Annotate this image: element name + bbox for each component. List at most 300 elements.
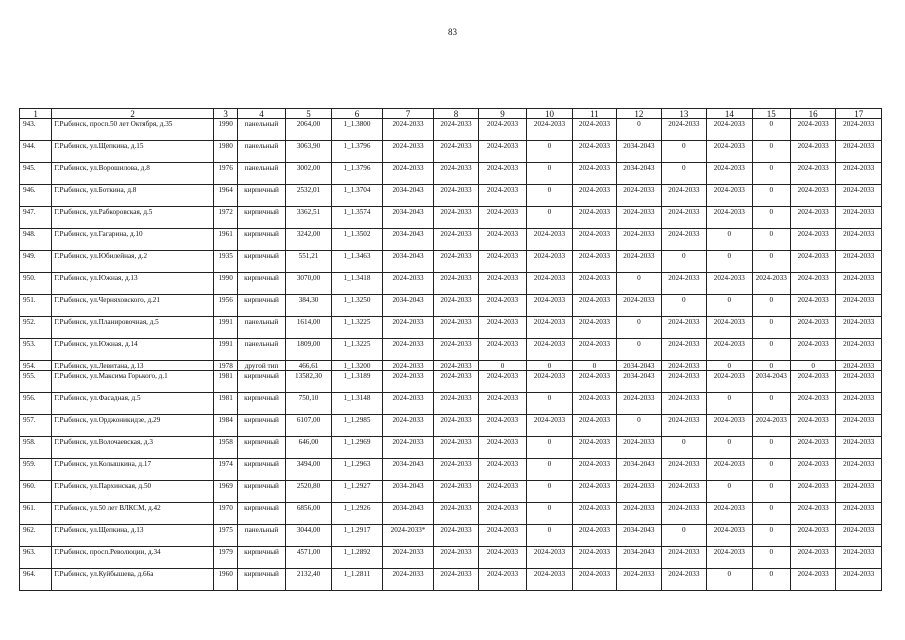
table-cell: 2024-2033 bbox=[382, 437, 434, 459]
table-cell: 1_1.3225 bbox=[332, 339, 383, 361]
table-cell: 3044,00 bbox=[285, 525, 331, 547]
table-cell: 2024-2033 bbox=[836, 163, 882, 185]
table-cell: 2024-2033 bbox=[478, 525, 527, 547]
column-header: 4 bbox=[238, 109, 285, 119]
address-cell: Г.Рыбинск, ул.Черняховского, д.21 bbox=[52, 295, 214, 317]
table-cell: 2024-2033 bbox=[382, 415, 434, 437]
table-cell: 2024-2033 bbox=[790, 547, 835, 569]
table-cell: 2024-2033 bbox=[836, 547, 882, 569]
table-row bbox=[20, 361, 882, 371]
table-row bbox=[20, 415, 882, 437]
table-cell: 2024-2033 bbox=[617, 207, 661, 229]
column-header: 6 bbox=[332, 109, 383, 119]
table-cell: 2024-2033 bbox=[707, 371, 752, 393]
table-cell: 2024-2033 bbox=[478, 141, 527, 163]
table-cell: 2024-2033 bbox=[617, 251, 661, 273]
table-cell: 2024-2033 bbox=[382, 371, 434, 393]
table-cell: 2024-2033 bbox=[836, 185, 882, 207]
address-cell: Г.Рыбинск, ул.Левитана, д.13 bbox=[52, 361, 214, 371]
table-row bbox=[20, 163, 882, 185]
table-cell: 2024-2033 bbox=[572, 317, 616, 339]
table-cell: 0 bbox=[752, 295, 790, 317]
table-cell: 3070,00 bbox=[285, 273, 331, 295]
table-cell: 2024-2033 bbox=[572, 481, 616, 503]
row-number-cell: 947. bbox=[20, 207, 52, 229]
table-cell: 1975 bbox=[214, 525, 238, 547]
table-cell: 2024-2033 bbox=[434, 185, 478, 207]
table-cell: 1980 bbox=[214, 141, 238, 163]
table-cell: кирпичный bbox=[238, 371, 285, 393]
table-cell: 1_1.2927 bbox=[332, 481, 383, 503]
table-cell: панельный bbox=[238, 119, 285, 141]
table-cell: 2024-2033 bbox=[382, 163, 434, 185]
table-cell: 1961 bbox=[214, 229, 238, 251]
table-row bbox=[20, 481, 882, 503]
table-row bbox=[20, 251, 882, 273]
table-cell: 1614,00 bbox=[285, 317, 331, 339]
table-cell: 2024-2033 bbox=[790, 481, 835, 503]
table-cell: 0 bbox=[790, 361, 835, 371]
table-cell: 2024-2033 bbox=[790, 207, 835, 229]
table-cell: 2034-2043 bbox=[617, 459, 661, 481]
table-cell: 2024-2033 bbox=[434, 459, 478, 481]
table-cell: 0 bbox=[527, 207, 572, 229]
table-cell: 2024-2033 bbox=[527, 371, 572, 393]
table-cell: 2024-2033 bbox=[707, 339, 752, 361]
table-cell: 2024-2033 bbox=[527, 229, 572, 251]
table-cell: 2034-2043 bbox=[382, 229, 434, 251]
table-cell: 2024-2033 bbox=[382, 119, 434, 141]
table-header-row bbox=[20, 109, 882, 119]
table-cell: 2024-2033 bbox=[382, 393, 434, 415]
table-cell: 1960 bbox=[214, 569, 238, 591]
table-cell: 2024-2033 bbox=[836, 415, 882, 437]
address-cell: Г.Рыбинск, ул.Фасадная, д.5 bbox=[52, 393, 214, 415]
address-cell: Г.Рыбинск, ул.Ворошилова, д.8 bbox=[52, 163, 214, 185]
table-cell: 1_1.3704 bbox=[332, 185, 383, 207]
row-number-cell: 954. bbox=[20, 361, 52, 371]
table-cell: 0 bbox=[752, 361, 790, 371]
table-cell: 2520,80 bbox=[285, 481, 331, 503]
table-cell: 1984 bbox=[214, 415, 238, 437]
row-number-cell: 945. bbox=[20, 163, 52, 185]
table-cell: 1_1.3418 bbox=[332, 273, 383, 295]
table-cell: 1976 bbox=[214, 163, 238, 185]
table-cell: 0 bbox=[752, 119, 790, 141]
table-cell: 466,61 bbox=[285, 361, 331, 371]
table-cell: 3494,00 bbox=[285, 459, 331, 481]
table-cell: 0 bbox=[752, 437, 790, 459]
table-cell: 2024-2033 bbox=[661, 415, 706, 437]
table-row bbox=[20, 273, 882, 295]
table-cell: 0 bbox=[752, 185, 790, 207]
table-cell: 0 bbox=[752, 339, 790, 361]
table-cell: 0 bbox=[707, 361, 752, 371]
table-row bbox=[20, 317, 882, 339]
table-cell: 2024-2033 bbox=[572, 415, 616, 437]
table-cell: 2024-2033 bbox=[527, 547, 572, 569]
table-cell: панельный bbox=[238, 525, 285, 547]
column-header: 16 bbox=[790, 109, 835, 119]
table-cell: 2024-2033 bbox=[478, 503, 527, 525]
table-cell: кирпичный bbox=[238, 273, 285, 295]
table-cell: 1_1.3796 bbox=[332, 163, 383, 185]
row-number-cell: 964. bbox=[20, 569, 52, 591]
table-cell: кирпичный bbox=[238, 569, 285, 591]
column-header: 7 bbox=[382, 109, 434, 119]
table-cell: 2024-2033 bbox=[661, 371, 706, 393]
address-cell: Г.Рыбинск, ул.Орджоникидзе, д.29 bbox=[52, 415, 214, 437]
table-cell: 0 bbox=[527, 361, 572, 371]
row-number-cell: 949. bbox=[20, 251, 52, 273]
table-cell: 2034-2043 bbox=[382, 251, 434, 273]
table-cell: 2024-2033 bbox=[617, 393, 661, 415]
address-cell: Г.Рыбинск, просп.Революции, д.34 bbox=[52, 547, 214, 569]
table-cell: 2024-2033 bbox=[790, 317, 835, 339]
table-cell: 2024-2033 bbox=[478, 185, 527, 207]
table-cell: 1991 bbox=[214, 317, 238, 339]
table-cell: 2024-2033 bbox=[790, 119, 835, 141]
table-cell: 2024-2033 bbox=[752, 273, 790, 295]
table-cell: 2024-2033 bbox=[527, 119, 572, 141]
table-cell: 0 bbox=[661, 251, 706, 273]
table-cell: 0 bbox=[617, 119, 661, 141]
table-cell: 2024-2033 bbox=[434, 415, 478, 437]
table-cell: 0 bbox=[707, 437, 752, 459]
row-number-cell: 962. bbox=[20, 525, 52, 547]
table-cell: 2024-2033 bbox=[707, 459, 752, 481]
table-cell: 2024-2033 bbox=[661, 339, 706, 361]
table-cell: 0 bbox=[527, 393, 572, 415]
table-cell: кирпичный bbox=[238, 547, 285, 569]
table-cell: 2024-2033 bbox=[434, 547, 478, 569]
table-cell: 2024-2033 bbox=[478, 317, 527, 339]
table-cell: 3002,00 bbox=[285, 163, 331, 185]
table-cell: 2024-2033 bbox=[434, 273, 478, 295]
table-cell: 1_1.2917 bbox=[332, 525, 383, 547]
table-cell: 2024-2033 bbox=[572, 547, 616, 569]
table-cell: 2024-2033 bbox=[478, 371, 527, 393]
table-body bbox=[20, 119, 882, 591]
table-cell: 1809,00 bbox=[285, 339, 331, 361]
table-cell: 2024-2033 bbox=[790, 141, 835, 163]
table-cell: 0 bbox=[752, 229, 790, 251]
table-cell: 2024-2033 bbox=[572, 119, 616, 141]
table-cell: 2034-2043 bbox=[617, 547, 661, 569]
table-cell: 2024-2033 bbox=[790, 163, 835, 185]
table-cell: 6107,00 bbox=[285, 415, 331, 437]
table-cell: 2024-2033 bbox=[382, 569, 434, 591]
table-cell: 2024-2033 bbox=[434, 371, 478, 393]
table-cell: 2024-2033 bbox=[836, 119, 882, 141]
table-cell: 2024-2033 bbox=[478, 163, 527, 185]
table-cell: 2024-2033 bbox=[617, 481, 661, 503]
row-number-cell: 953. bbox=[20, 339, 52, 361]
table-cell: панельный bbox=[238, 317, 285, 339]
address-cell: Г.Рыбинск, ул.Рабкоровская, д.5 bbox=[52, 207, 214, 229]
row-number-cell: 959. bbox=[20, 459, 52, 481]
table-cell: 2024-2033 bbox=[617, 229, 661, 251]
table-cell: 2024-2033 bbox=[836, 371, 882, 393]
row-number-cell: 963. bbox=[20, 547, 52, 569]
table-cell: 2024-2033 bbox=[478, 119, 527, 141]
column-header: 2 bbox=[52, 109, 214, 119]
table-cell: 2024-2033 bbox=[527, 317, 572, 339]
table-cell: 2024-2033 bbox=[790, 339, 835, 361]
table-cell: 2024-2033 bbox=[434, 251, 478, 273]
column-header: 5 bbox=[285, 109, 331, 119]
table-cell: кирпичный bbox=[238, 251, 285, 273]
address-cell: Г.Рыбинск, ул.50 лет ВЛКСМ, д.42 bbox=[52, 503, 214, 525]
table-cell: 0 bbox=[752, 503, 790, 525]
column-header: 8 bbox=[434, 109, 478, 119]
table-cell: 0 bbox=[752, 251, 790, 273]
table-cell: 1981 bbox=[214, 393, 238, 415]
table-cell: 2024-2033 bbox=[382, 339, 434, 361]
table-cell: 2024-2033 bbox=[661, 503, 706, 525]
table-cell: 2024-2033 bbox=[434, 481, 478, 503]
table-cell: 2024-2033 bbox=[527, 251, 572, 273]
table-cell: 1_1.2811 bbox=[332, 569, 383, 591]
row-number-cell: 956. bbox=[20, 393, 52, 415]
table-cell: 2024-2033 bbox=[661, 273, 706, 295]
table-cell: 1964 bbox=[214, 185, 238, 207]
table-row bbox=[20, 185, 882, 207]
table-cell: 2024-2033 bbox=[434, 393, 478, 415]
row-number-cell: 955. bbox=[20, 371, 52, 393]
table-row bbox=[20, 295, 882, 317]
column-header: 10 bbox=[527, 109, 572, 119]
table-cell: 0 bbox=[752, 141, 790, 163]
table-cell: 2024-2033 bbox=[434, 119, 478, 141]
table-cell: 2024-2033 bbox=[661, 229, 706, 251]
table-cell: 2024-2033 bbox=[572, 437, 616, 459]
table-cell: 2024-2033 bbox=[661, 119, 706, 141]
table-cell: 2024-2033 bbox=[434, 207, 478, 229]
table-cell: 2024-2033 bbox=[661, 393, 706, 415]
table-cell: 1_1.2926 bbox=[332, 503, 383, 525]
table-cell: 2024-2033 bbox=[572, 569, 616, 591]
table-cell: 2024-2033 bbox=[572, 503, 616, 525]
table-cell: кирпичный bbox=[238, 437, 285, 459]
table-cell: 2024-2033 bbox=[478, 393, 527, 415]
table-cell: 2024-2033 bbox=[790, 459, 835, 481]
row-number-cell: 950. bbox=[20, 273, 52, 295]
table-cell: 0 bbox=[752, 317, 790, 339]
table-cell: 2024-2033 bbox=[382, 547, 434, 569]
row-number-cell: 946. bbox=[20, 185, 52, 207]
table-cell: 2132,40 bbox=[285, 569, 331, 591]
table-cell: 2024-2033 bbox=[572, 251, 616, 273]
table-cell: 2034-2043 bbox=[617, 371, 661, 393]
table-cell: 2024-2033 bbox=[661, 207, 706, 229]
table-cell: 0 bbox=[707, 251, 752, 273]
table-row bbox=[20, 141, 882, 163]
table-cell: 1979 bbox=[214, 547, 238, 569]
table-cell: 2024-2033 bbox=[434, 437, 478, 459]
table-cell: 2024-2033 bbox=[707, 547, 752, 569]
address-cell: Г.Рыбинск, ул.Колышкина, д.17 bbox=[52, 459, 214, 481]
table-cell: панельный bbox=[238, 163, 285, 185]
table-cell: 2024-2033 bbox=[661, 361, 706, 371]
table-cell: 2024-2033 bbox=[707, 525, 752, 547]
table-cell: 2024-2033 bbox=[790, 525, 835, 547]
table-cell: 2024-2033 bbox=[478, 481, 527, 503]
address-cell: Г.Рыбинск, просп.50 лет Октября, д.35 bbox=[52, 119, 214, 141]
table-cell: 1972 bbox=[214, 207, 238, 229]
column-header: 17 bbox=[836, 109, 882, 119]
table-cell: 2034-2043 bbox=[752, 371, 790, 393]
table-cell: 0 bbox=[527, 459, 572, 481]
table-cell: 2024-2033 bbox=[836, 459, 882, 481]
table-cell: 2024-2033 bbox=[836, 339, 882, 361]
table-cell: 2024-2033 bbox=[572, 229, 616, 251]
table-cell: 2024-2033 bbox=[434, 503, 478, 525]
table-cell: 13582,30 bbox=[285, 371, 331, 393]
table-cell: 384,30 bbox=[285, 295, 331, 317]
table-cell: 0 bbox=[707, 393, 752, 415]
table-cell: 0 bbox=[661, 295, 706, 317]
table-cell: 2024-2033 bbox=[572, 207, 616, 229]
table-cell: кирпичный bbox=[238, 207, 285, 229]
table-cell: 2024-2033 bbox=[661, 569, 706, 591]
table-row bbox=[20, 207, 882, 229]
table-cell: 2024-2033 bbox=[572, 185, 616, 207]
table-cell: 2034-2043 bbox=[382, 207, 434, 229]
table-cell: 2024-2033 bbox=[478, 273, 527, 295]
table-cell: 1_1.3800 bbox=[332, 119, 383, 141]
table-cell: 2024-2033 bbox=[707, 415, 752, 437]
table-cell: 2024-2033 bbox=[661, 481, 706, 503]
address-cell: Г.Рыбинск, ул.Южная, д.14 bbox=[52, 339, 214, 361]
table-cell: 0 bbox=[661, 141, 706, 163]
table-cell: 646,00 bbox=[285, 437, 331, 459]
table-cell: 2024-2033 bbox=[790, 393, 835, 415]
table-cell: 1_1.3502 bbox=[332, 229, 383, 251]
table-cell: 2024-2033 bbox=[707, 273, 752, 295]
table-cell: 2024-2033* bbox=[382, 525, 434, 547]
table-cell: 2024-2033 bbox=[836, 295, 882, 317]
table-cell: 2024-2033 bbox=[836, 525, 882, 547]
table-cell: 1974 bbox=[214, 459, 238, 481]
table-cell: 2024-2033 bbox=[572, 141, 616, 163]
table-cell: 1_1.3796 bbox=[332, 141, 383, 163]
table-cell: 1978 bbox=[214, 361, 238, 371]
table-cell: 4571,00 bbox=[285, 547, 331, 569]
table-cell: 0 bbox=[478, 361, 527, 371]
table-cell: 2024-2033 bbox=[790, 185, 835, 207]
column-header: 13 bbox=[661, 109, 706, 119]
table-cell: 2024-2033 bbox=[836, 273, 882, 295]
table-cell: 2024-2033 bbox=[617, 437, 661, 459]
table-cell: 2024-2033 bbox=[661, 185, 706, 207]
table-cell: 2024-2033 bbox=[478, 547, 527, 569]
table-cell: 2024-2033 bbox=[434, 317, 478, 339]
column-header: 12 bbox=[617, 109, 661, 119]
housing-registry-table bbox=[19, 108, 882, 591]
table-cell: 0 bbox=[617, 317, 661, 339]
address-cell: Г.Рыбинск, ул.Южная, д.13 bbox=[52, 273, 214, 295]
table-row bbox=[20, 525, 882, 547]
table-cell: 0 bbox=[752, 481, 790, 503]
table-cell: 0 bbox=[527, 163, 572, 185]
table-cell: 2024-2033 bbox=[707, 163, 752, 185]
table-cell: 2024-2033 bbox=[790, 371, 835, 393]
row-number-cell: 952. bbox=[20, 317, 52, 339]
table-cell: 2024-2033 bbox=[382, 141, 434, 163]
table-cell: 2024-2033 bbox=[434, 525, 478, 547]
table-cell: 2034-2043 bbox=[617, 163, 661, 185]
table-cell: 2024-2033 bbox=[617, 503, 661, 525]
table-cell: 2532,01 bbox=[285, 185, 331, 207]
address-cell: Г.Рыбинск, ул.Боткина, д.8 bbox=[52, 185, 214, 207]
table-cell: 0 bbox=[752, 393, 790, 415]
table-row bbox=[20, 503, 882, 525]
table-cell: 2024-2033 bbox=[527, 569, 572, 591]
table-cell: 0 bbox=[527, 141, 572, 163]
table-cell: 1990 bbox=[214, 119, 238, 141]
table-cell: 2024-2033 bbox=[836, 481, 882, 503]
table-cell: 2024-2033 bbox=[572, 525, 616, 547]
table-cell: 0 bbox=[527, 525, 572, 547]
table-cell: 0 bbox=[661, 437, 706, 459]
row-number-cell: 958. bbox=[20, 437, 52, 459]
table-cell: 0 bbox=[661, 163, 706, 185]
table-cell: 2024-2033 bbox=[661, 317, 706, 339]
table-row bbox=[20, 371, 882, 393]
table-cell: 2024-2033 bbox=[836, 437, 882, 459]
table-cell: 1_1.3200 bbox=[332, 361, 383, 371]
row-number-cell: 961. bbox=[20, 503, 52, 525]
table-cell: 1_1.3148 bbox=[332, 393, 383, 415]
table-cell: 1_1.2963 bbox=[332, 459, 383, 481]
table-cell: 0 bbox=[661, 525, 706, 547]
table-cell: 0 bbox=[527, 481, 572, 503]
table-cell: 0 bbox=[752, 525, 790, 547]
table-cell: 750,10 bbox=[285, 393, 331, 415]
table-row bbox=[20, 459, 882, 481]
address-cell: Г.Рыбинск, ул.Максима Горького, д.1 bbox=[52, 371, 214, 393]
address-cell: Г.Рыбинск, ул.Планировочная, д.5 bbox=[52, 317, 214, 339]
column-header: 11 bbox=[572, 109, 616, 119]
address-cell: Г.Рыбинск, ул.Волочаевская, д.3 bbox=[52, 437, 214, 459]
table-cell: 2024-2033 bbox=[478, 229, 527, 251]
table-cell: 1_1.3225 bbox=[332, 317, 383, 339]
table-cell: 0 bbox=[617, 415, 661, 437]
address-cell: Г.Рыбинск, ул.Гагарина, д.10 bbox=[52, 229, 214, 251]
table-cell: 1991 bbox=[214, 339, 238, 361]
table-cell: 2024-2033 bbox=[478, 251, 527, 273]
table-row bbox=[20, 547, 882, 569]
table-cell: 2034-2043 bbox=[617, 525, 661, 547]
row-number-cell: 951. bbox=[20, 295, 52, 317]
column-header: 14 bbox=[707, 109, 752, 119]
table-cell: 0 bbox=[527, 503, 572, 525]
table-cell: 2024-2033 bbox=[790, 295, 835, 317]
table-cell: 3362,51 bbox=[285, 207, 331, 229]
table-cell: 0 bbox=[617, 339, 661, 361]
table-row bbox=[20, 393, 882, 415]
table-cell: 2024-2033 bbox=[707, 119, 752, 141]
table-cell: 2034-2043 bbox=[382, 295, 434, 317]
table-cell: 1981 bbox=[214, 371, 238, 393]
table-row bbox=[20, 569, 882, 591]
table-cell: 0 bbox=[617, 273, 661, 295]
table-cell: 2024-2033 bbox=[617, 295, 661, 317]
address-cell: Г.Рыбинск, ул.Юбилейная, д.2 bbox=[52, 251, 214, 273]
address-cell: Г.Рыбинск, ул.Щепкина, д.13 bbox=[52, 525, 214, 547]
table-cell: кирпичный bbox=[238, 481, 285, 503]
